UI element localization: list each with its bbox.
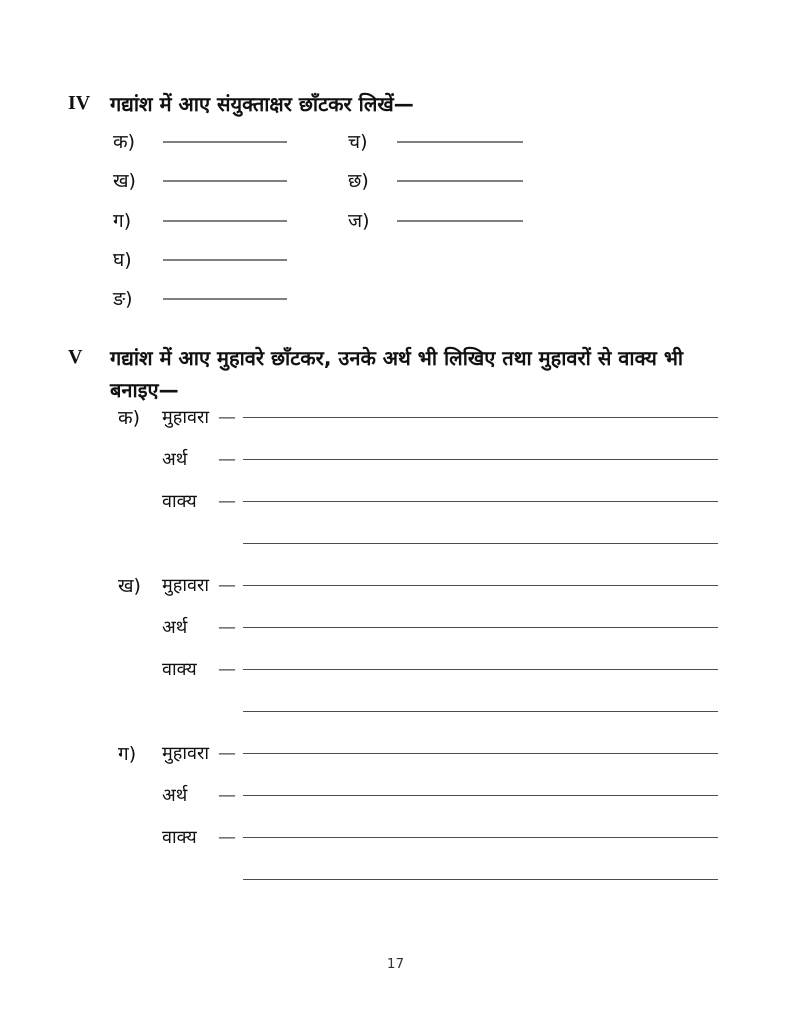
blank-line xyxy=(163,220,287,222)
continuation-row xyxy=(0,531,791,561)
item-label-nga: ङ) xyxy=(113,288,133,310)
section-iv-heading xyxy=(68,88,414,120)
arth-label: अर्थ xyxy=(162,785,188,806)
item-label-chha: छ) xyxy=(348,170,369,192)
blank-line xyxy=(163,259,287,261)
v-item-ka xyxy=(0,405,791,573)
dash: — xyxy=(218,617,236,638)
blank-line xyxy=(243,753,718,754)
dash: — xyxy=(218,785,236,806)
vakya-row xyxy=(0,825,791,855)
blank-line xyxy=(163,141,287,143)
dash: — xyxy=(218,827,236,848)
vakya-label: वाक्य xyxy=(162,827,197,848)
iv-row-1 xyxy=(0,129,791,159)
item-label-ga: ग) xyxy=(113,210,132,232)
arth-row xyxy=(0,615,791,645)
blank-line xyxy=(163,298,287,300)
section-iv-numeral: IV xyxy=(68,92,91,114)
item-label-ka: क) xyxy=(113,131,136,153)
blank-line xyxy=(243,417,718,418)
arth-row xyxy=(0,783,791,813)
iv-row-4 xyxy=(0,247,791,277)
muhavara-label: मुहावरा xyxy=(162,575,210,596)
vakya-label: वाक्य xyxy=(162,659,197,680)
continuation-row xyxy=(0,699,791,729)
blank-line xyxy=(397,220,523,222)
vakya-label: वाक्य xyxy=(162,491,197,512)
dash: — xyxy=(218,491,236,512)
v-item-kha xyxy=(0,573,791,741)
blank-line xyxy=(397,141,523,143)
section-iv-title: गद्यांश में आए संयुक्ताक्षर छाँटकर लिखें— xyxy=(110,92,414,116)
blank-line xyxy=(397,180,523,182)
muhavara-label: मुहावरा xyxy=(162,407,210,428)
arth-label: अर्थ xyxy=(162,449,188,470)
blank-line xyxy=(243,795,718,796)
blank-line xyxy=(243,501,718,502)
dash: — xyxy=(218,407,236,428)
item-label-cha: च) xyxy=(348,131,368,153)
muhavara-label: मुहावरा xyxy=(162,743,210,764)
arth-row xyxy=(0,447,791,477)
section-v-title-line2: बनाइए— xyxy=(110,378,179,402)
item-label-ja: ज) xyxy=(348,210,370,232)
muhavara-row xyxy=(0,405,791,435)
section-v-numeral: V xyxy=(68,346,83,368)
item-label-kha: ख) xyxy=(118,575,141,597)
item-label-ga: ग) xyxy=(118,743,137,765)
blank-line xyxy=(243,627,718,628)
blank-line xyxy=(243,669,718,670)
blank-line xyxy=(243,711,718,712)
muhavara-row xyxy=(0,573,791,603)
iv-row-3 xyxy=(0,208,791,238)
continuation-row xyxy=(0,867,791,897)
blank-line xyxy=(243,879,718,880)
arth-label: अर्थ xyxy=(162,617,188,638)
section-v-heading xyxy=(68,342,683,406)
section-v-title xyxy=(110,342,683,406)
blank-line xyxy=(163,180,287,182)
blank-line xyxy=(243,837,718,838)
iv-row-5 xyxy=(0,286,791,316)
dash: — xyxy=(218,575,236,596)
iv-row-2 xyxy=(0,168,791,198)
blank-line xyxy=(243,585,718,586)
dash: — xyxy=(218,659,236,680)
v-item-ga xyxy=(0,741,791,909)
vakya-row xyxy=(0,657,791,687)
muhavara-row xyxy=(0,741,791,771)
dash: — xyxy=(218,743,236,764)
blank-line xyxy=(243,459,718,460)
page-number: 17 xyxy=(386,956,405,972)
item-label-ka: क) xyxy=(118,407,141,429)
blank-line xyxy=(243,543,718,544)
vakya-row xyxy=(0,489,791,519)
section-v-title-line1: गद्यांश में आए मुहावरे छाँटकर, उनके अर्थ भी लिखिए तथा मुहावरों से वाक्य भी xyxy=(110,346,684,370)
item-label-gha: घ) xyxy=(113,249,132,271)
dash: — xyxy=(218,449,236,470)
item-label-kha: ख) xyxy=(113,170,136,192)
